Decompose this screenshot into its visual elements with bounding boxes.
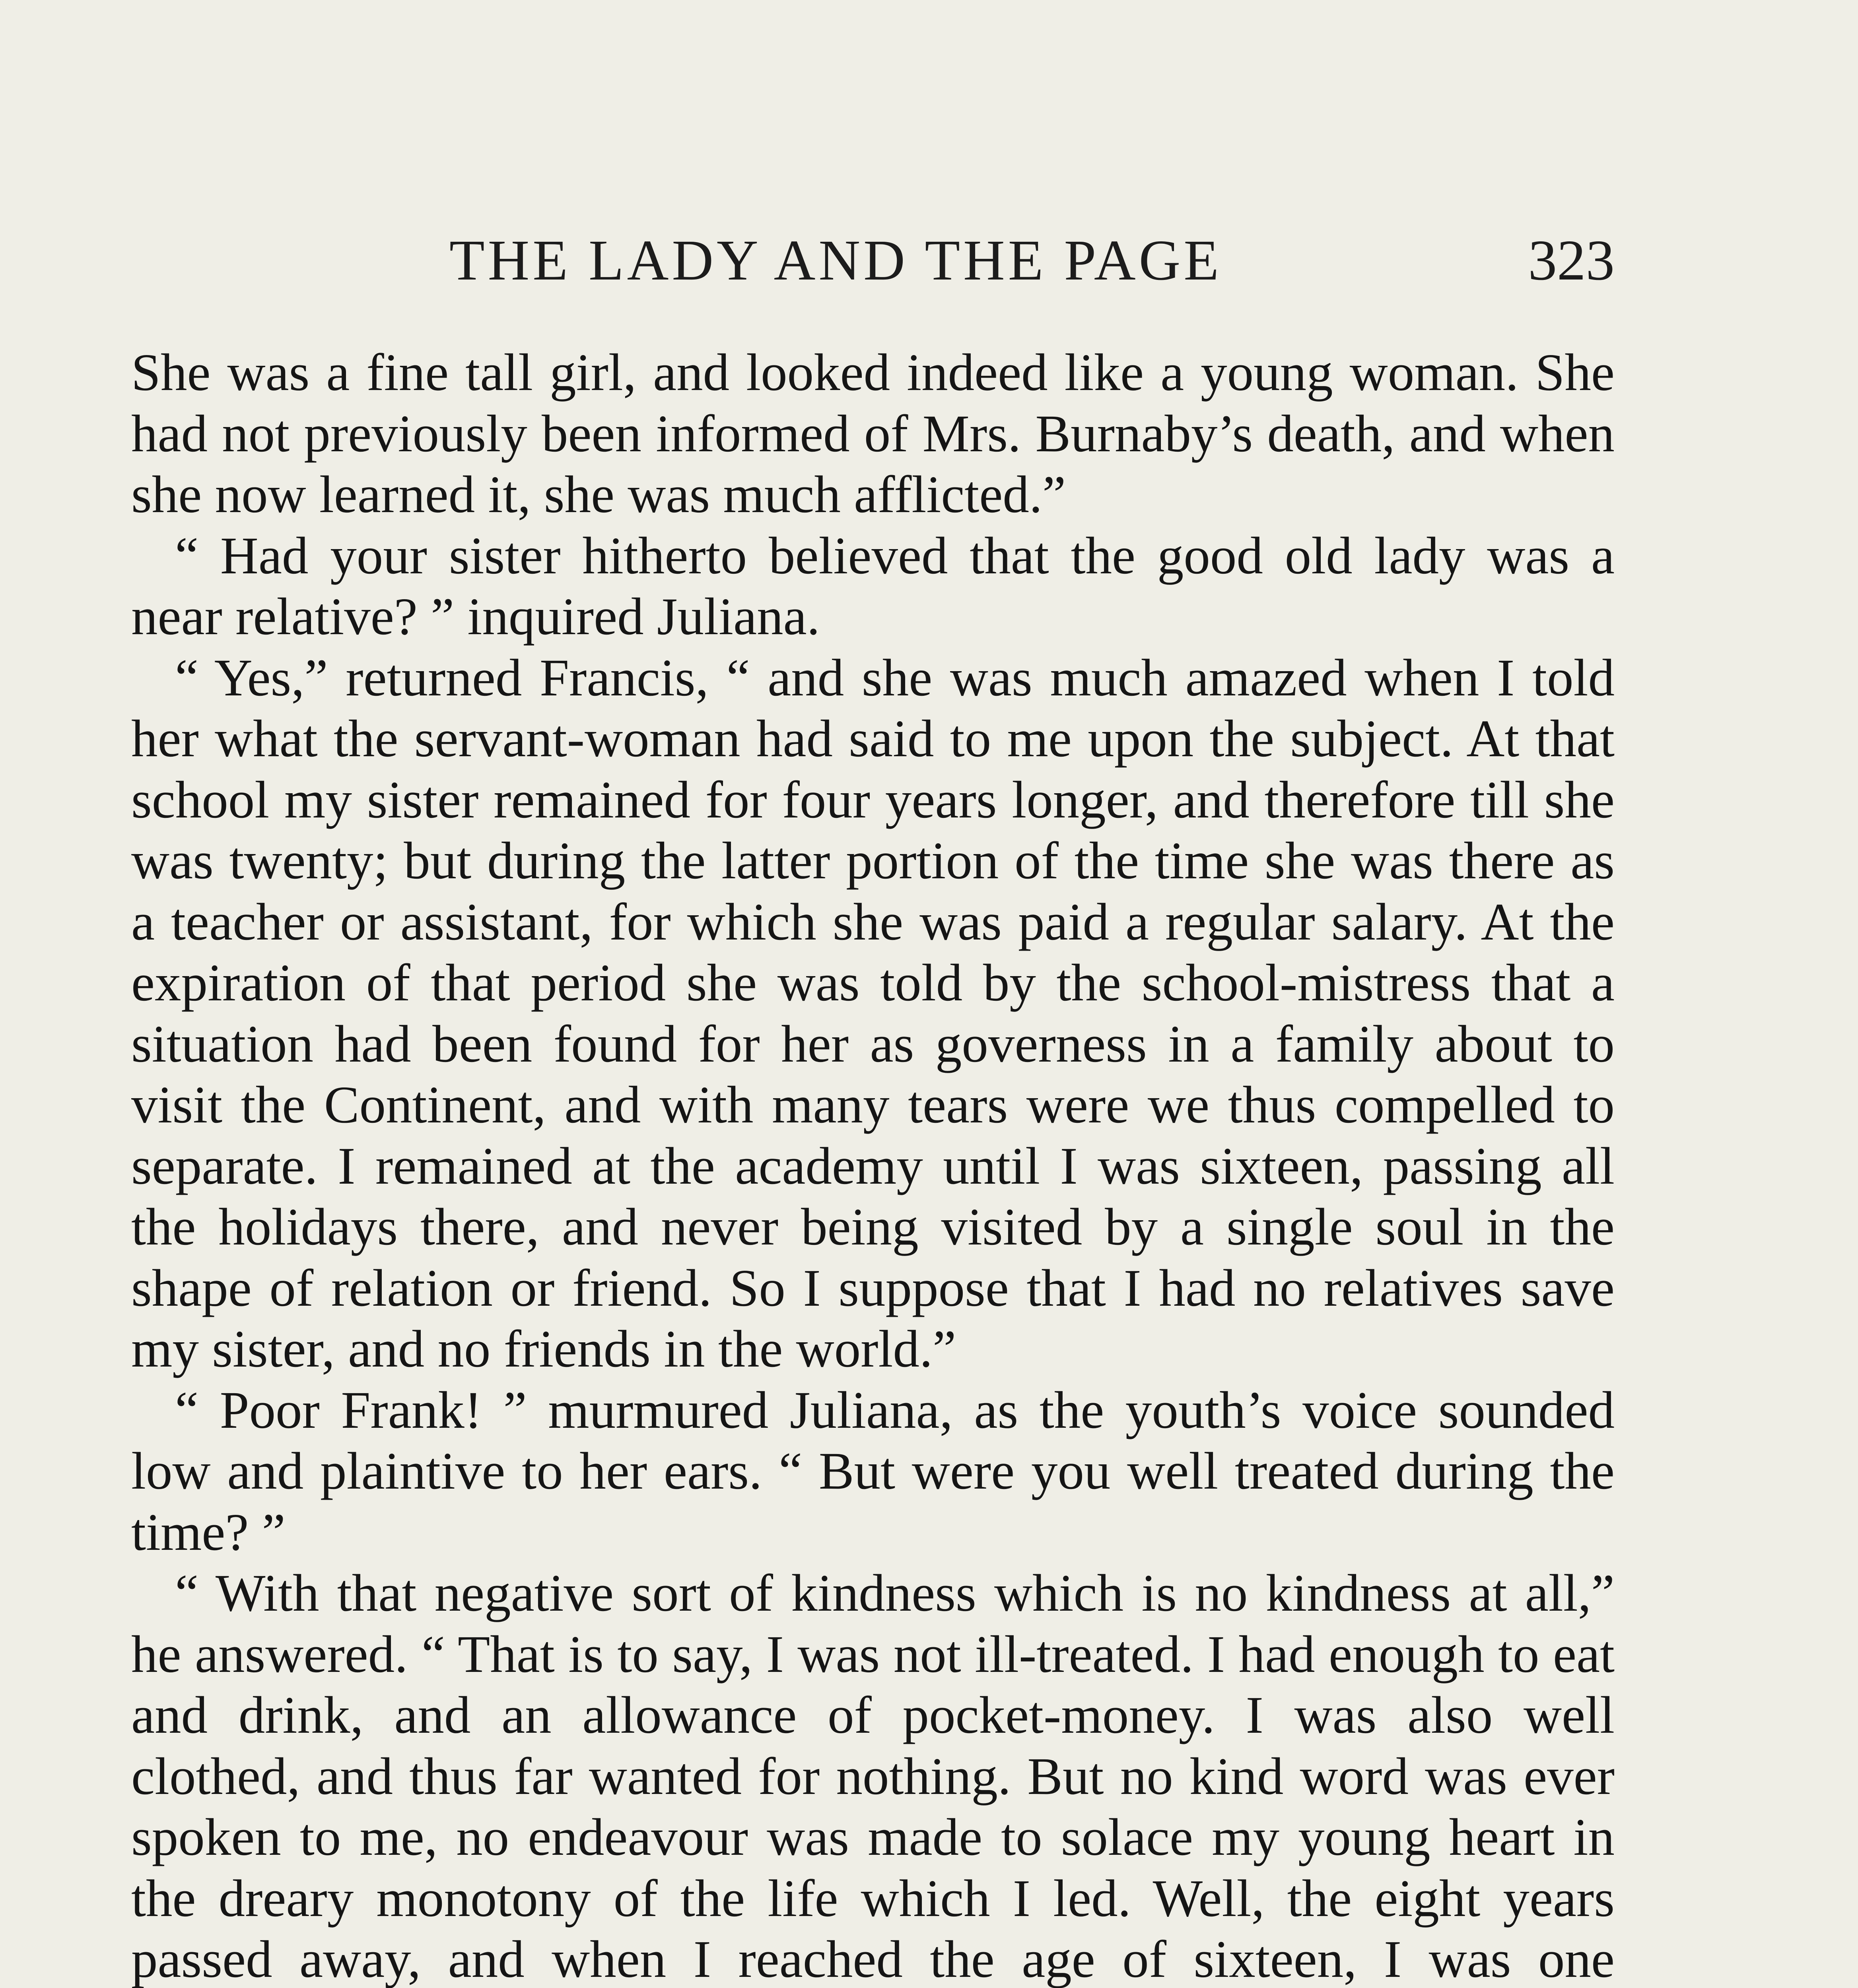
paragraph-3: “ Yes,” returned Francis, “ and she was much amazed when I told her what the servant-woman had said to me upon the subject. At that school my sister remained for four years longer, and therefore till she was twenty; but during the latter portion of the time she was there as a teacher or assistant, for which she was paid a regular salary. At the expiration of that period she was told by the school-mistress that a situation had been found for her as governess in a family about to visit the Continent, and with many tears were we thus compelled to separate. I remained at the academy until I was sixteen, passing all the holidays there, and never being visited by a single soul in the shape of relation or friend. So I suppose that I had no relatives save my sister, and no friends in the world.” (131, 648, 1615, 1378)
paragraph-4: “ Poor Frank! ” murmured Juliana, as the youth’s voice sounded low and plaintive to her ears. “ But were you well treated during the time? ” (131, 1380, 1615, 1561)
running-title: THE LADY AND THE PAGE (449, 229, 1222, 292)
paragraph-1: She was a fine tall girl, and looked indeed like a young woman. She had not previously been informed of Mrs. Burnaby’s death, and when she now learned it, she was much afflicted.” (131, 343, 1615, 524)
page-header (135, 223, 1615, 298)
paragraph-5: “ With that negative sort of kindness which is no kindness at all,” he answered. “ That is to say, I was not ill-treated. I had enough to eat and drink, and an allowance of pocket-money. I was also well clothed, and thus far wanted for nothing. But no kind word was ever spoken to me, no endeavour was made to solace my young heart in the dreary monotony of the life which I led. Well, the eight years passed away, and when I reached the age of sixteen, I was one (131, 1563, 1615, 1988)
paragraph-2: “ Had your sister hitherto believed that the good old lady was a near relative? ” inquired Juliana. (131, 526, 1615, 646)
body-text (131, 342, 1615, 1988)
page-number: 323 (1528, 229, 1615, 292)
